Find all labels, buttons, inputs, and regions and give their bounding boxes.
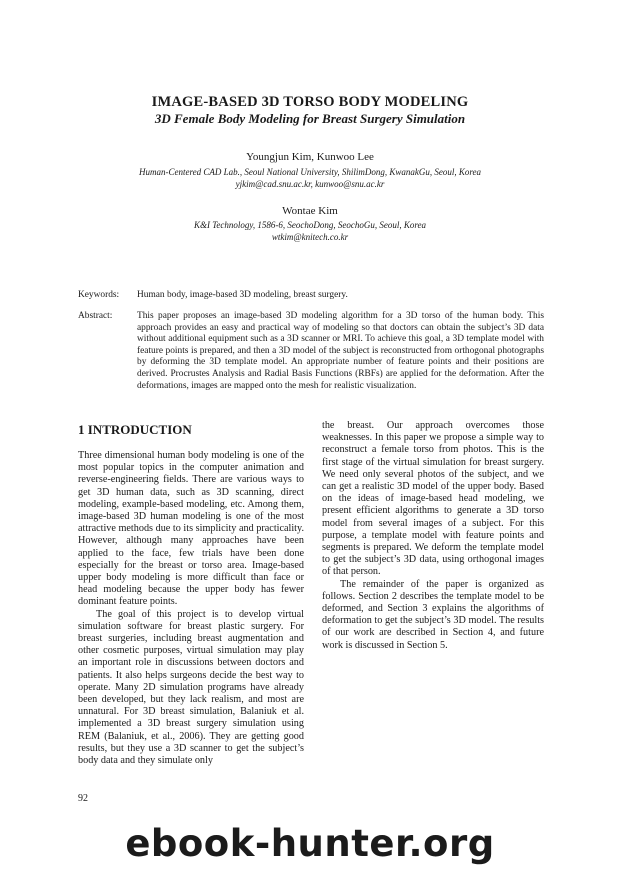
- author-names-2: Wontae Kim: [282, 205, 338, 217]
- right-column: [322, 420, 544, 652]
- author-affiliation-2: [0, 219, 620, 243]
- abstract-text: This paper proposes an image-based 3D modeling algorithm for a 3D torso of the human body. This approach provides an easy and practical way of modeling so that doctors can obtain the subject’s 3D data without additional equipment such as a 3D scanner or MRI. To achieve this goal, a 3D template model with feature points is prepared, and then a 3D model of the subject is reconstructed from orthogonal photographs by deforming the 3D template model. An appropriate number of feature points and their positions are derived. Procrustes Analysis and Radial Basis Functions (RBFs) are applied for the deformation. After the deformations, images are mapped onto the mesh for realistic visualization.: [137, 311, 544, 391]
- paper-subtitle: 3D Female Body Modeling for Breast Surgery Simulation: [154, 111, 466, 126]
- keywords-label: Keywords:: [78, 290, 120, 300]
- watermark: ebook-hunter.org: [125, 822, 495, 865]
- paragraph: the breast. Our approach overcomes those weaknesses. In this paper we propose a simple way to reconstruct a female torso from photos. This is the first stage of the virtual simulation for breast surgery. We need only several photos of the subject, and we can get a realistic 3D model of the upper body. Based on the ideas of image-based head modeling, we present efficient algorithms to generate a 3D torso model from several images of a subject. For this purpose, a template model with feature points and segments is prepared. We deform the template model to get the subject’s 3D data, using orthogonal images of that person.: [322, 420, 544, 578]
- author-email-1: yjkim@cad.snu.ac.kr, kunwoo@snu.ac.kr: [235, 179, 385, 189]
- author-names-1: Youngjun Kim, Kunwoo Lee: [246, 151, 374, 163]
- left-column: [78, 450, 304, 767]
- abstract-label: Abstract:: [78, 311, 113, 321]
- paper-title: IMAGE-BASED 3D TORSO BODY MODELING: [151, 94, 469, 110]
- author-affiliation-1: [0, 166, 620, 190]
- keywords-text: Human body, image-based 3D modeling, breast surgery.: [137, 290, 348, 300]
- paragraph: Three dimensional human body modeling is one of the most popular topics in the computer animation and reverse-engineering fields. There are various ways to get 3D human data, such as 3D scanning, direct modeling, example-based modeling, etc. Among them, image-based 3D human modeling is one of the most attractive methods due to its simplicity and practicality. However, although many approaches have been applied to the face, few trials have been done especially for the breast or torso area. Image-based upper body modeling is more difficult than face or head modeling because the upper body has fewer dominant feature points.: [78, 450, 304, 608]
- affiliation-text-1: Human-Centered CAD Lab., Seoul National University, ShilimDong, KwanakGu, Seoul, Korea: [138, 167, 482, 177]
- paragraph: The goal of this project is to develop virtual simulation software for breast plastic surgery. For breast surgeries, including breast augmentation and other cosmetic purposes, virtual simulation may play an important role in discussions between doctors and patients. It also helps surgeons decide the best way to operate. Many 2D simulation programs have already been developed, but they lack realism, and most are unnatural. For 3D breast simulation, Balaniuk et al. implemented a 3D breast surgery simulation using REM (Balaniuk, et al., 2006). They are getting good results, but they use a 3D scanner to get the subject’s body data and they simulate only: [78, 608, 304, 767]
- author-email-2: wtkim@knitech.co.kr: [271, 232, 349, 242]
- paragraph: The remainder of the paper is organized as follows. Section 2 describes the template model to be deformed, and Section 3 explains the algorithms of deformation to get the subject’s 3D model. The results of our work are described in Section 4, and future work is discussed in Section 5.: [322, 578, 544, 651]
- page-number: 92: [78, 793, 88, 804]
- section-heading: 1 INTRODUCTION: [78, 422, 192, 437]
- affiliation-text-2: K&I Technology, 1586-6, SeochoDong, SeochoGu, Seoul, Korea: [193, 220, 427, 230]
